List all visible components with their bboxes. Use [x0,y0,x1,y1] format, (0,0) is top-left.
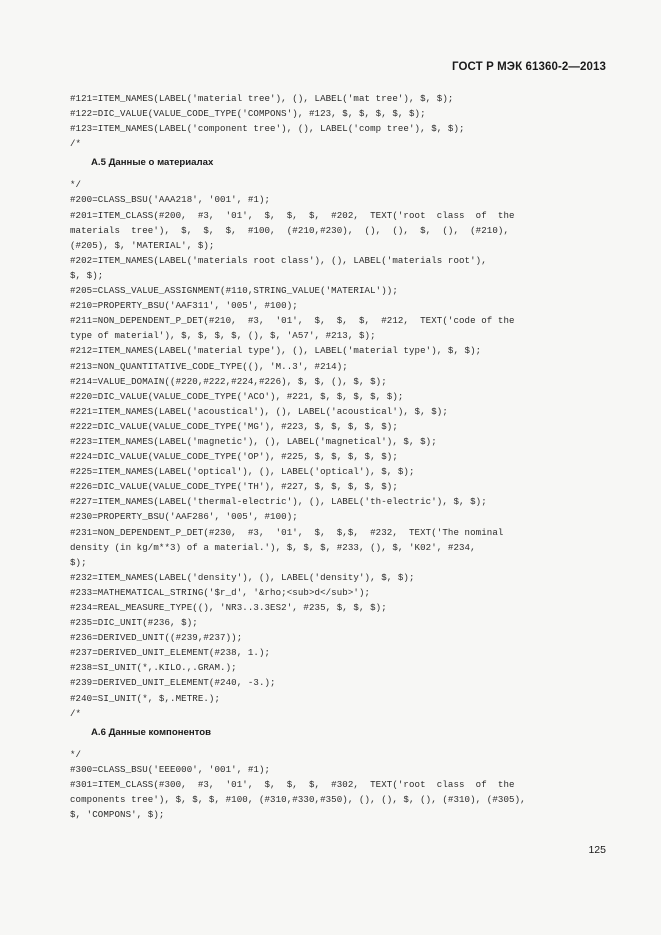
code-line: #301=ITEM_CLASS(#300, #3, '01', $, $, $, #302, TEXT('root class of the [70,778,515,790]
code-line: */ [70,179,82,191]
code-line: #121=ITEM_NAMES(LABEL('material tree'), (), LABEL('mat tree'), $, $); [70,93,454,104]
code-line: #230=PROPERTY_BSU('AAF286', '005', #100); [70,511,298,523]
code-line: #202=ITEM_NAMES(LABEL('materials root class'), (), LABEL('materials root'), [70,254,487,266]
code-line: #237=DERIVED_UNIT_ELEMENT(#238, 1.); [70,647,271,659]
code-line: #231=NON_DEPENDENT_P_DET(#230, #3, '01', $, $,$, #232, TEXT('The nominal [70,526,504,538]
document-body [70,91,600,822]
code-line: #234=REAL_MEASURE_TYPE((), 'NR3..3.3ES2', #235, $, $, $); [70,602,387,613]
code-line: #300=CLASS_BSU('EEE000', '001', #1); [70,763,271,775]
code-line: #232=ITEM_NAMES(LABEL('density'), (), LABEL('density'), $, $); [70,571,415,583]
code-line: #201=ITEM_CLASS(#200, #3, '01', $, $, $, #202, TEXT('root class of the [70,209,515,221]
code-line: $, $); [70,269,104,281]
code-line: #200=CLASS_BSU('AAA218', '001', #1); [70,194,271,206]
code-line: #205=CLASS_VALUE_ASSIGNMENT(#110,STRING_VALUE('MATERIAL')); [70,285,398,297]
code-line: $); [70,556,87,568]
code-line: #227=ITEM_NAMES(LABEL('thermal-electric'), (), LABEL('th-electric'), $, $); [70,496,487,508]
page-number: 125 [588,844,606,856]
code-line: density (in kg/m**3) of a material.'), $, $, $, #233, (), $, 'K02', #234, [70,541,476,553]
code-line: #226=DIC_VALUE(VALUE_CODE_TYPE('TH'), #227, $, $, $, $, $); [70,481,398,493]
code-line: #123=ITEM_NAMES(LABEL('component tree'), (), LABEL('comp tree'), $, $); [70,123,465,135]
code-line: type of material'), $, $, $, $, (), $, 'A57', #213, $); [70,330,376,342]
section-heading: А.6 Данные компонентов [91,726,211,738]
code-line: #224=DIC_VALUE(VALUE_CODE_TYPE('OP'), #225, $, $, $, $, $); [70,451,398,463]
code-line: #235=DIC_UNIT(#236, $); [70,617,198,629]
code-line: #210=PROPERTY_BSU('AAF311', '005', #100); [70,300,298,312]
code-line: #240=SI_UNIT(*, $,.METRE.); [70,692,221,704]
section-heading: А.5 Данные о материалах [91,157,214,169]
code-line: #214=VALUE_DOMAIN((#220,#222,#224,#226), $, $, (), $, $); [70,375,387,387]
code-line: #213=NON_QUANTITATIVE_CODE_TYPE((), 'M..3', #214); [70,360,348,372]
code-line: (#205), $, 'MATERIAL', $); [70,239,215,251]
code-line: #122=DIC_VALUE(VALUE_CODE_TYPE('COMPONS'), #123, $, $, $, $, $); [70,108,426,120]
code-line: #220=DIC_VALUE(VALUE_CODE_TYPE('ACO'), #221, $, $, $, $, $); [70,390,404,402]
code-line: #236=DERIVED_UNIT((#239,#237)); [70,632,243,644]
code-line: materials tree'), $, $, $, #100, (#210,#230), (), (), $, (), (#210), [70,224,510,236]
document-header: ГОСТ Р МЭК 61360-2—2013 [452,61,606,73]
code-line: #239=DERIVED_UNIT_ELEMENT(#240, -3.); [70,677,276,689]
code-line: #211=NON_DEPENDENT_P_DET(#210, #3, '01', $, $, $, #212, TEXT('code of the [70,315,515,327]
code-line: #223=ITEM_NAMES(LABEL('magnetic'), (), LABEL('magnetical'), $, $); [70,435,437,447]
code-line: #225=ITEM_NAMES(LABEL('optical'), (), LABEL('optical'), $, $); [70,466,415,478]
code-line: #221=ITEM_NAMES(LABEL('acoustical'), (), LABEL('acoustical'), $, $); [70,405,448,417]
code-line: #233=MATHEMATICAL_STRING('$r_d', '&rho;<sub>d</sub>'); [70,586,371,598]
code-line: /* [70,138,82,150]
code-line: #212=ITEM_NAMES(LABEL('material type'), (), LABEL('material type'), $, $); [70,345,482,357]
code-line: #222=DIC_VALUE(VALUE_CODE_TYPE('MG'), #223, $, $, $, $, $); [70,420,398,432]
code-line: */ [70,748,82,760]
code-line: $, 'COMPONS', $); [70,809,165,821]
code-line: components tree'), $, $, $, #100, (#310,#330,#350), (), (), $, (), (#310), (#305), [70,794,526,806]
code-line: /* [70,707,82,719]
code-line: #238=SI_UNIT(*,.KILO.,.GRAM.); [70,662,237,674]
